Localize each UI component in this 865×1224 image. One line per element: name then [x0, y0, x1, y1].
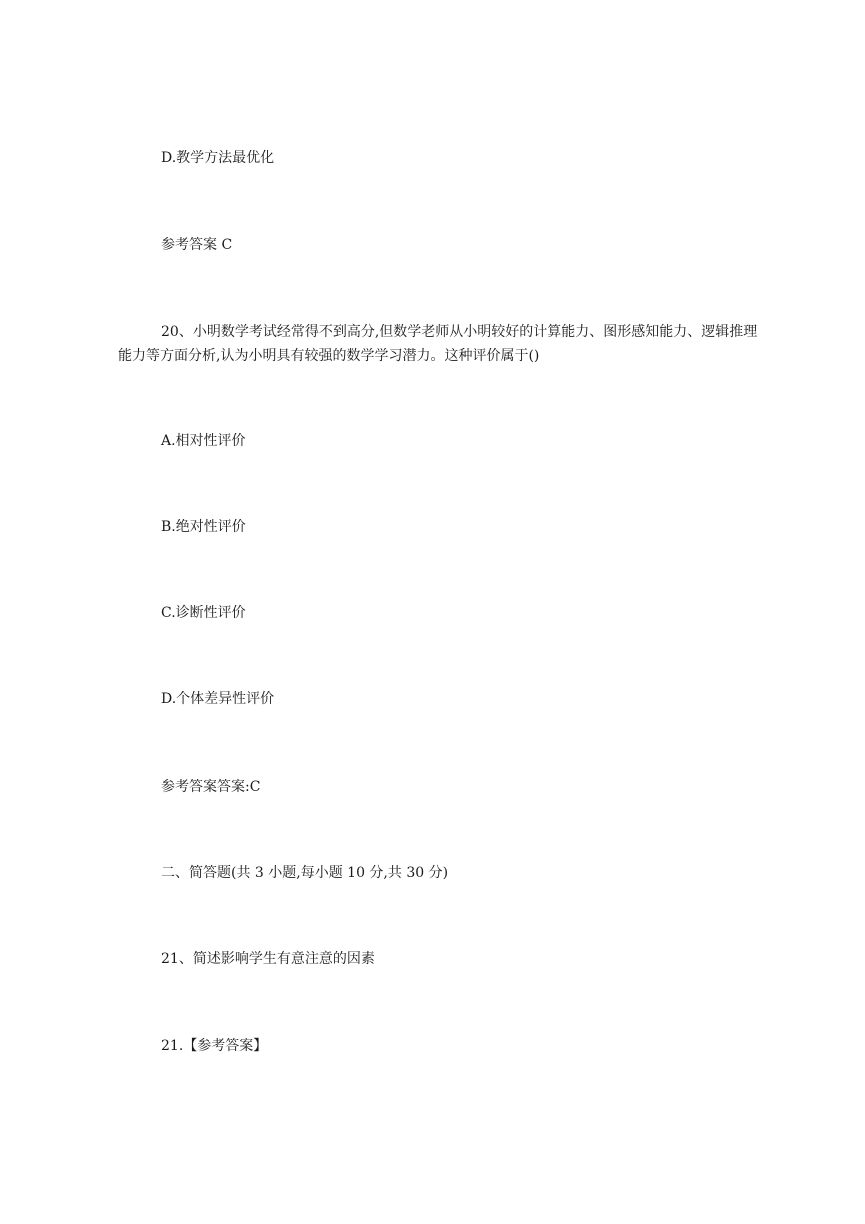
q21-question-stem: 21、简述影响学生有意注意的因素 — [161, 951, 375, 967]
q19-option-d: D.教学方法最优化 — [161, 150, 275, 166]
q20-option-c: C.诊断性评价 — [161, 605, 246, 621]
q21-answer-label: 21.【参考答案】 — [161, 1038, 268, 1054]
q20-option-b: B.绝对性评价 — [161, 519, 246, 535]
q20-answer: 参考答案答案:C — [161, 779, 261, 795]
section-heading: 二、简答题(共 3 小题,每小题 10 分,共 30 分) — [161, 865, 449, 881]
q20-option-d: D.个体差异性评价 — [161, 691, 275, 707]
q20-option-a: A.相对性评价 — [161, 433, 246, 449]
q20-question-stem: 20、小明数学考试经常得不到高分,但数学老师从小明较好的计算能力、图形感知能力、逻辑推理能力等方面分析,认为小明具有较强的数学学习潜力。这种评价属于() — [118, 324, 758, 364]
q19-answer: 参考答案 C — [161, 237, 233, 253]
